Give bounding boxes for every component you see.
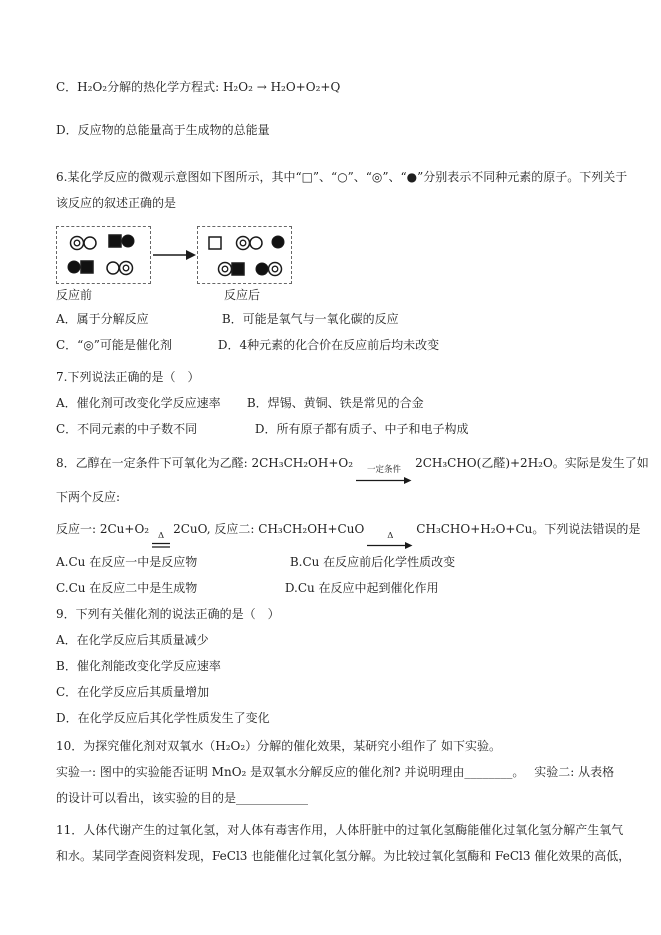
q9-stem: 9．下列有关催化剂的说法正确的是（ ） bbox=[56, 607, 280, 621]
q7-option-a: A．催化剂可改变化学反应速率 bbox=[56, 396, 221, 410]
q10-experiment2: 的设计可以看出，该实验的目的是____________ bbox=[56, 791, 309, 805]
before-reaction-box bbox=[56, 226, 151, 284]
condition-arrow bbox=[356, 466, 412, 484]
q7-option-b: B．焊锡、黄铜、铁是常见的合金 bbox=[246, 396, 424, 410]
delta-text-2: Δ bbox=[387, 530, 394, 541]
long-arrow-icon bbox=[356, 476, 412, 484]
q8-stem-line1 bbox=[56, 450, 649, 484]
after-reaction-box bbox=[197, 226, 292, 284]
q6-option-a: A．属于分解反应 bbox=[56, 312, 149, 326]
before-reaction-label: 反应前 bbox=[56, 288, 93, 302]
q8-stem-post: 2CH₃CHO(乙醛)+2H₂O。实际是发生了如 bbox=[415, 456, 649, 470]
q6-options-ab bbox=[56, 306, 605, 332]
q5-option-c: C．H₂O₂分解的热化学方程式: H₂O₂ → H₂O+O₂+Q bbox=[56, 80, 341, 94]
q8-option-b: B.Cu 在反应前后化学性质改变 bbox=[289, 555, 456, 569]
after-reaction-label: 反应后 bbox=[224, 288, 261, 302]
q7-stem: 7.下列说法正确的是（ ） bbox=[56, 370, 200, 384]
delta-text: Δ bbox=[158, 530, 165, 541]
q6-options-cd bbox=[56, 332, 605, 358]
q8-stem-pre: 8．乙醇在一定条件下可氧化为乙醛: 2CH₃CH₂OH+O₂ bbox=[56, 456, 354, 470]
q11-stem-line1: 11．人体代谢产生的过氧化氢，对人体有毒害作用，人体肝脏中的过氧化氢酶能催化过氧化氢分解产生氧气 bbox=[56, 823, 624, 837]
q10-stem: 10．为探究催化剂对双氧水（H₂O₂）分解的催化效果，某研究小组作了 如下实验。 bbox=[56, 739, 502, 753]
q8-option-a: A.Cu 在反应一中是反应物 bbox=[56, 555, 198, 569]
diagram-labels bbox=[56, 284, 605, 306]
q9-option-d: D．在化学反应后其化学性质发生了变化 bbox=[56, 711, 270, 725]
q8-options-cd bbox=[56, 575, 605, 601]
q8-reactions-line bbox=[56, 516, 641, 550]
q6-option-b: B．可能是氧气与一氧化碳的反应 bbox=[221, 312, 399, 326]
q7-options-ab bbox=[56, 390, 605, 416]
q8-options-ab bbox=[56, 549, 605, 575]
q7-option-d: D．所有原子都有质子、中子和电子构成 bbox=[254, 422, 469, 436]
q11-stem-line2: 和水。某同学查阅资料发现，FeCl3 也能催化过氧化氢分解。为比较过氧化氢酶和 FeCl3 催化效果的高低， bbox=[56, 849, 631, 863]
arrow-icon bbox=[367, 541, 413, 549]
q8-reaction2-right: CH₃CHO+H₂O+Cu。下列说法错误的是 bbox=[416, 521, 641, 536]
q6-option-d: D．4种元素的化合价在反应前后均未改变 bbox=[217, 338, 440, 352]
q5-option-d: D．反应物的总能量高于生成物的总能量 bbox=[56, 123, 270, 137]
q6-reaction-diagram bbox=[56, 226, 605, 284]
q8-option-c: C.Cu 在反应二中是生成物 bbox=[56, 581, 198, 595]
q8-reaction2-left: 2CuO, 反应二: CH₃CH₂OH+CuO bbox=[173, 521, 365, 536]
q8-stem-line2: 下两个反应: bbox=[56, 489, 121, 504]
delta-equals bbox=[152, 532, 170, 550]
condition-text: 一定条件 bbox=[367, 465, 402, 475]
q6-stem-line2: 该反应的叙述正确的是 bbox=[56, 196, 177, 210]
q6-option-c: C．“◎”可能是催化剂 bbox=[56, 338, 172, 352]
q8-reaction1-left: 反应一: 2Cu+O₂ bbox=[56, 521, 150, 536]
q9-option-a: A．在化学反应后其质量减少 bbox=[56, 633, 209, 647]
q9-option-b: B．催化剂能改变化学反应速率 bbox=[56, 659, 221, 673]
q10-experiment1: 实验一: 图中的实验能否证明 MnO₂ 是双氧水分解反应的催化剂? 并说明理由________。 实验二: 从表格 bbox=[56, 765, 615, 779]
q7-option-c: C．不同元素的中子数不同 bbox=[56, 422, 198, 436]
delta-arrow bbox=[367, 532, 413, 550]
reaction-arrow-icon bbox=[151, 227, 197, 283]
q6-stem-line1: 6.某化学反应的微观示意图如下图所示，其中“□”、“○”、“◎”、“●”分别表示不同种元素的原子。下列关于 bbox=[56, 170, 628, 184]
q7-options-cd bbox=[56, 416, 605, 442]
q9-option-c: C．在化学反应后其质量增加 bbox=[56, 685, 210, 699]
q8-option-d: D.Cu 在反应中起到催化作用 bbox=[284, 581, 439, 595]
double-line-icon bbox=[152, 541, 170, 549]
